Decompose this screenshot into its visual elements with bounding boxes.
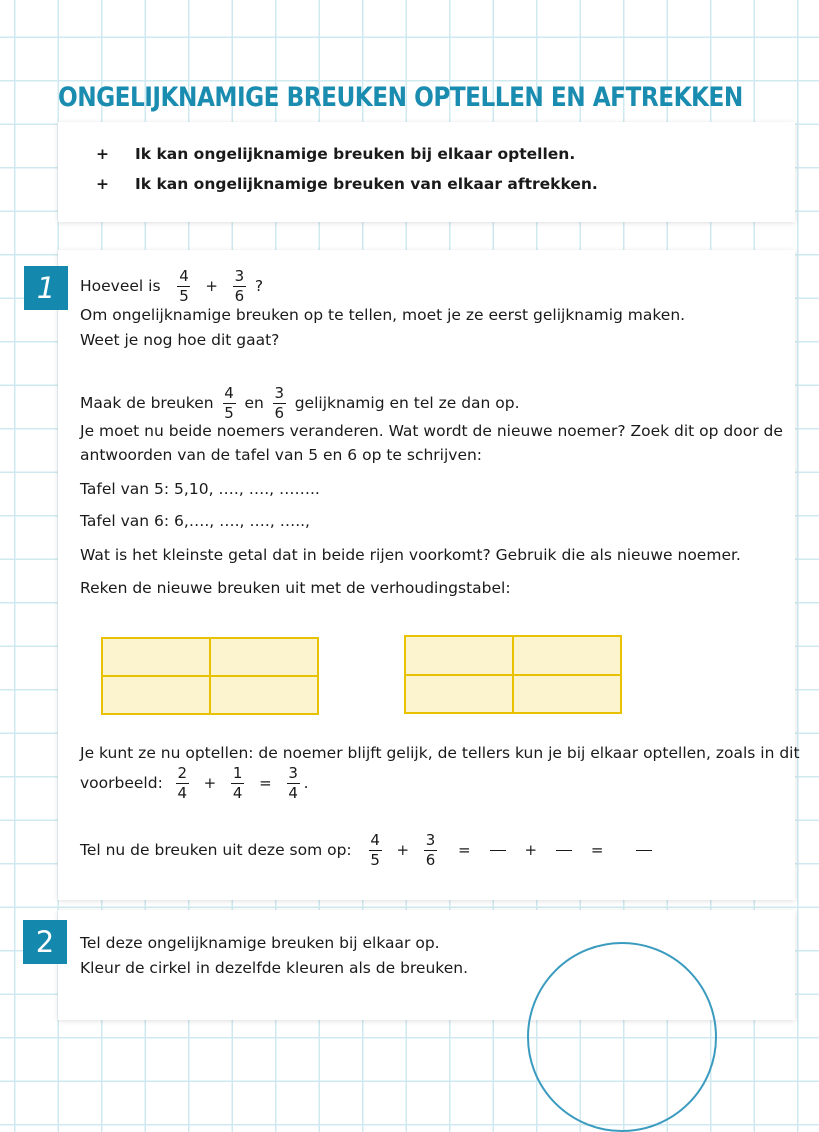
ratio-cell[interactable] [405,675,513,714]
fraction-3-6: $\frac{3}{6}$ [425,831,436,869]
page-title: ONGELIJKNAMIGE BREUKEN OPTELLEN EN AFTREKKEN [58,82,743,113]
instruction-line: Tel deze ongelijknamige breuken bij elkaar op. [80,934,440,952]
fraction-1-4: $\frac{1}{4}$ [232,764,243,802]
plus-sign: + [205,277,218,295]
instruction-line: Kleur de cirkel in dezelfde kleuren als de breuken. [80,959,469,977]
instruction-line: Weet je nog hoe dit gaat? [80,331,280,349]
instruction-line: Je moet nu beide noemers veranderen. Wat wordt de nieuwe noemer? Zoek dit op door de [80,422,783,440]
ratio-table-right[interactable] [404,635,622,714]
answer-blank[interactable] [556,850,572,852]
exercise-1-number: 1 [24,266,68,310]
ratio-cell[interactable] [405,636,513,675]
instruction-line: Om ongelijknamige breuken op te tellen, moet je ze eerst gelijknamig maken. [80,306,686,324]
answer-blank[interactable] [490,850,506,852]
table-of-5-line: Tafel van 5: 5,10, …., …., …….. [80,480,320,498]
question-line [80,269,263,304]
fraction-4-5: $\frac{4}{5}$ [370,831,380,869]
ratio-cell[interactable] [210,676,318,714]
ratio-table-left[interactable] [101,637,319,715]
answer-blank[interactable] [636,850,652,852]
instruction-line: Je kunt ze nu optellen: de noemer blijft gelijk, de tellers kun je bij elkaar optellen, zoals in dit [80,744,800,762]
plus-bullet-icon: + [96,145,109,163]
ratio-cell[interactable] [102,638,210,676]
plus-bullet-icon: + [96,175,109,193]
goal-text: Ik kan ongelijknamige breuken bij elkaar optellen. [135,145,576,163]
instruction-line: Reken de nieuwe breuken uit met de verhoudingstabel: [80,579,511,597]
fraction-3-6: $\frac{3}{6}$ [234,267,245,305]
coloring-circle[interactable] [527,942,717,1132]
fraction-2-4: $\frac{2}{4}$ [177,764,187,802]
instruction-line: Wat is het kleinste getal dat in beide rijen voorkomt? Gebruik die als nieuwe noemer. [80,546,741,564]
make-equal-line: Maak de breuken $\frac{4}{5}$ en $\frac{3}{6}$ gelijknamig en tel ze dan op. [80,384,520,422]
instruction-line: antwoorden van de tafel van 5 en 6 op te schrijven: [80,446,483,464]
goal-text: Ik kan ongelijknamige breuken van elkaar aftrekken. [135,175,598,193]
ratio-cell[interactable] [513,636,621,675]
fraction-3-6: $\frac{3}{6}$ [274,384,285,422]
ratio-cell[interactable] [210,638,318,676]
question-prefix: Hoeveel is [80,277,161,295]
learning-goals-card [58,122,795,222]
fraction-4-5: $\frac{4}{5}$ [224,384,234,422]
final-sum-line: Tel nu de breuken uit deze som op: $\frac{4}{5}$ + $\frac{3}{6}$ = + = [80,833,660,868]
example-line: voorbeeld: $\frac{2}{4}$ + $\frac{1}{4}$ = $\frac{3}{4}$ . [80,764,309,802]
exercise-2-number: 2 [23,920,67,964]
table-of-6-line: Tafel van 6: 6,…., …., …., ….., [80,512,310,530]
question-mark: ? [254,277,264,295]
fraction-3-4: $\frac{3}{4}$ [288,764,298,802]
ratio-cell[interactable] [102,676,210,714]
ratio-cell[interactable] [513,675,621,714]
fraction-4-5: $\frac{4}{5}$ [179,267,189,305]
